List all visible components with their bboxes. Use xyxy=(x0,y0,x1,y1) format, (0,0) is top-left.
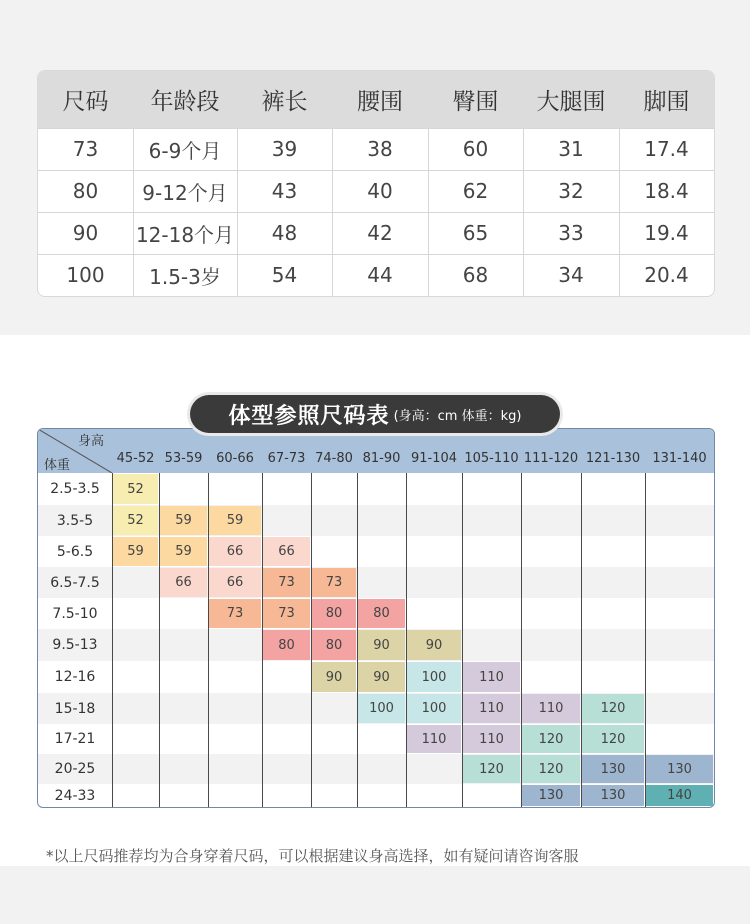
cell-hip: 68 xyxy=(462,263,489,287)
grid-column-line xyxy=(159,473,160,807)
height-range-header: 111-120 xyxy=(523,450,579,466)
size-66-cell: 66 xyxy=(209,537,261,566)
size-59-cell: 59 xyxy=(160,506,207,535)
weight-range-label: 15-18 xyxy=(54,700,96,717)
row-divider xyxy=(38,128,714,129)
bottom-section-background xyxy=(0,866,750,924)
size-110-cell: 110 xyxy=(463,662,520,692)
size-100-cell: 100 xyxy=(407,662,461,692)
grid-column-line xyxy=(357,473,358,807)
size-52-cell: 52 xyxy=(113,474,158,504)
corner-weight-label: 体重 xyxy=(44,458,71,473)
weight-range-label: 7.5-10 xyxy=(52,605,98,622)
size-120-cell: 120 xyxy=(582,725,644,753)
grid-column-line xyxy=(311,473,312,807)
size-90-cell: 90 xyxy=(407,630,461,660)
header-thigh: 大腿围 xyxy=(536,89,606,115)
reference-chart-units: (身高：cm 体重：kg) xyxy=(393,408,522,424)
grid-column-line xyxy=(112,473,113,807)
size-130-cell: 130 xyxy=(582,755,644,783)
reference-chart-title-pill xyxy=(190,395,560,433)
size-90-cell: 90 xyxy=(358,662,405,692)
size-80-cell: 80 xyxy=(312,630,356,660)
size-110-cell: 110 xyxy=(463,725,520,753)
size-110-cell: 110 xyxy=(522,694,580,723)
height-range-header: 121-130 xyxy=(585,450,641,466)
corner-height-label: 身高 xyxy=(78,434,105,449)
height-range-header: 60-66 xyxy=(216,450,254,466)
cell-waist: 44 xyxy=(367,263,393,287)
size-66-cell: 66 xyxy=(263,537,310,566)
cell-hip: 65 xyxy=(462,221,489,245)
header-hip: 臀围 xyxy=(452,89,499,115)
height-range-header: 91-104 xyxy=(410,450,458,466)
grid-column-line xyxy=(462,473,463,807)
size-66-cell: 66 xyxy=(209,568,261,597)
size-130-cell: 130 xyxy=(646,755,713,783)
size-110-cell: 110 xyxy=(463,694,520,723)
cell-ankle: 20.4 xyxy=(644,263,689,287)
row-stripe xyxy=(38,567,714,598)
cell-size: 80 xyxy=(72,179,99,203)
reference-chart-title: 体型参照尺码表 xyxy=(228,403,390,429)
row-divider xyxy=(38,254,714,255)
size-100-cell: 100 xyxy=(358,694,405,723)
cell-waist: 38 xyxy=(367,137,393,161)
size-80-cell: 80 xyxy=(263,630,310,660)
grid-column-line xyxy=(521,473,522,807)
weight-range-label: 3.5-5 xyxy=(56,512,94,529)
cell-age: 1.5-3岁 xyxy=(149,264,221,289)
grid-column-line xyxy=(262,473,263,807)
row-divider xyxy=(38,212,714,213)
size-73-cell: 73 xyxy=(312,568,356,597)
height-range-header: 45-52 xyxy=(116,450,155,466)
cell-hip: 60 xyxy=(462,137,489,161)
size-59-cell: 59 xyxy=(209,506,261,535)
cell-waist: 42 xyxy=(367,221,393,245)
size-73-cell: 73 xyxy=(263,568,310,597)
header-ankle: 脚围 xyxy=(643,89,690,115)
grid-column-line xyxy=(581,473,582,807)
size-100-cell: 100 xyxy=(407,694,461,723)
size-130-cell: 130 xyxy=(522,785,580,806)
height-range-header: 74-80 xyxy=(315,450,353,466)
size-120-cell: 120 xyxy=(582,694,644,723)
size-130-cell: 130 xyxy=(582,785,644,806)
header-waist: 腰围 xyxy=(357,89,403,115)
weight-range-label: 12-16 xyxy=(54,669,96,685)
size-66-cell: 66 xyxy=(160,568,207,597)
cell-age: 9-12个月 xyxy=(142,180,228,205)
cell-length: 54 xyxy=(271,263,298,287)
grid-column-line xyxy=(406,473,407,807)
cell-ankle: 19.4 xyxy=(644,221,689,245)
header-age: 年龄段 xyxy=(150,89,220,115)
cell-thigh: 33 xyxy=(558,221,584,245)
size-73-cell: 73 xyxy=(209,599,261,628)
weight-range-label: 17-21 xyxy=(54,731,96,747)
header-size: 尺码 xyxy=(62,89,109,115)
cell-ankle: 17.4 xyxy=(644,137,689,161)
pants-size-table xyxy=(37,70,715,297)
height-range-header: 53-59 xyxy=(164,450,203,466)
weight-range-label: 6.5-7.5 xyxy=(50,574,100,591)
weight-range-label: 5-6.5 xyxy=(56,543,94,560)
body-reference-chart xyxy=(37,428,715,808)
grid-column-line xyxy=(208,473,209,807)
header-length: 裤长 xyxy=(261,89,308,115)
cell-waist: 40 xyxy=(367,179,393,203)
size-80-cell: 80 xyxy=(312,599,356,628)
size-90-cell: 90 xyxy=(312,662,356,692)
cell-length: 39 xyxy=(271,137,298,161)
weight-range-label: 2.5-3.5 xyxy=(50,481,100,497)
cell-size: 73 xyxy=(72,137,99,161)
cell-size: 90 xyxy=(72,221,99,245)
row-divider xyxy=(38,170,714,171)
weight-range-label: 24-33 xyxy=(54,787,96,804)
size-90-cell: 90 xyxy=(358,630,405,660)
cell-ankle: 18.4 xyxy=(644,179,689,203)
height-range-header: 67-73 xyxy=(267,450,306,466)
cell-hip: 62 xyxy=(462,179,489,203)
cell-age: 12-18个月 xyxy=(135,222,235,247)
footnote: *以上尺码推荐均为合身穿着尺码，可以根据建议身高选择，如有疑问请咨询客服 xyxy=(46,847,579,865)
weight-range-label: 9.5-13 xyxy=(52,637,98,653)
size-80-cell: 80 xyxy=(358,599,405,628)
cell-length: 48 xyxy=(271,221,298,245)
size-120-cell: 120 xyxy=(463,755,520,783)
height-range-header: 105-110 xyxy=(464,450,519,466)
cell-thigh: 34 xyxy=(558,263,584,287)
size-59-cell: 59 xyxy=(113,537,158,566)
cell-age: 6-9个月 xyxy=(148,138,222,163)
weight-range-label: 20-25 xyxy=(54,761,96,777)
size-52-cell: 52 xyxy=(113,506,158,535)
grid-column-line xyxy=(645,473,646,807)
size-120-cell: 120 xyxy=(522,725,580,753)
height-range-header: 131-140 xyxy=(652,450,707,466)
size-120-cell: 120 xyxy=(522,755,580,783)
cell-size: 100 xyxy=(66,263,105,287)
size-59-cell: 59 xyxy=(160,537,207,566)
cell-length: 43 xyxy=(271,179,298,203)
size-73-cell: 73 xyxy=(263,599,310,628)
size-110-cell: 110 xyxy=(407,725,461,753)
size-140-cell: 140 xyxy=(646,785,713,806)
height-range-header: 81-90 xyxy=(362,450,401,466)
cell-thigh: 31 xyxy=(558,137,584,161)
cell-thigh: 32 xyxy=(558,179,584,203)
